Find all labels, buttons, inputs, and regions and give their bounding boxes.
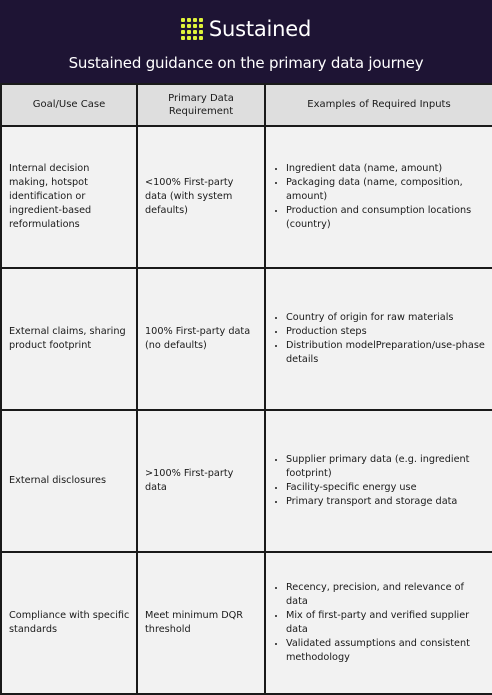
brand xyxy=(0,14,492,44)
table-row xyxy=(1,268,492,410)
inputs-list xyxy=(272,453,486,509)
requirement-cell: <100% First-party data (with system defaults) xyxy=(137,126,265,268)
list-item: • Ingredient data (name, amount) xyxy=(286,162,486,176)
goal-cell: Compliance with specific standards xyxy=(1,552,137,694)
requirement-cell: >100% First-party data xyxy=(137,410,265,552)
list-item: • Production steps xyxy=(286,325,486,339)
inputs-cell xyxy=(265,410,492,552)
goal-cell: External disclosures xyxy=(1,410,137,552)
list-item: • Distribution modelPreparation/use-phase details xyxy=(286,339,486,367)
requirement-cell: Meet minimum DQR threshold xyxy=(137,552,265,694)
goal-cell: Internal decision making, hotspot identification or ingredient-based reformulations xyxy=(1,126,137,268)
list-item: • Validated assumptions and consistent methodology xyxy=(286,637,486,665)
dot-grid-icon xyxy=(181,18,203,40)
table-row xyxy=(1,410,492,552)
column-header-requirement: Primary Data Requirement xyxy=(137,84,265,126)
requirement-cell: 100% First-party data (no defaults) xyxy=(137,268,265,410)
inputs-list xyxy=(272,311,486,367)
list-item: • Country of origin for raw materials xyxy=(286,311,486,325)
list-item: • Supplier primary data (e.g. ingredient footprint) xyxy=(286,453,486,481)
column-header-goal: Goal/Use Case xyxy=(1,84,137,126)
list-item: • Production and consumption locations (country) xyxy=(286,204,486,232)
column-header-inputs: Examples of Required Inputs xyxy=(265,84,492,126)
table-row xyxy=(1,126,492,268)
inputs-cell xyxy=(265,268,492,410)
list-item: • Packaging data (name, composition, amount) xyxy=(286,176,486,204)
table-header-row xyxy=(1,84,492,126)
list-item: • Facility-specific energy use xyxy=(286,481,486,495)
page-title: Sustained guidance on the primary data journey xyxy=(68,54,424,72)
inputs-list xyxy=(272,581,486,665)
guidance-table xyxy=(0,83,492,695)
goal-cell: External claims, sharing product footprint xyxy=(1,268,137,410)
inputs-list xyxy=(272,162,486,232)
list-item: • Mix of first-party and verified supplier data xyxy=(286,609,486,637)
inputs-cell xyxy=(265,552,492,694)
header xyxy=(0,0,492,83)
list-item: • Primary transport and storage data xyxy=(286,495,486,509)
inputs-cell xyxy=(265,126,492,268)
list-item: • Recency, precision, and relevance of data xyxy=(286,581,486,609)
brand-name: Sustained xyxy=(208,17,312,41)
table-row xyxy=(1,552,492,694)
